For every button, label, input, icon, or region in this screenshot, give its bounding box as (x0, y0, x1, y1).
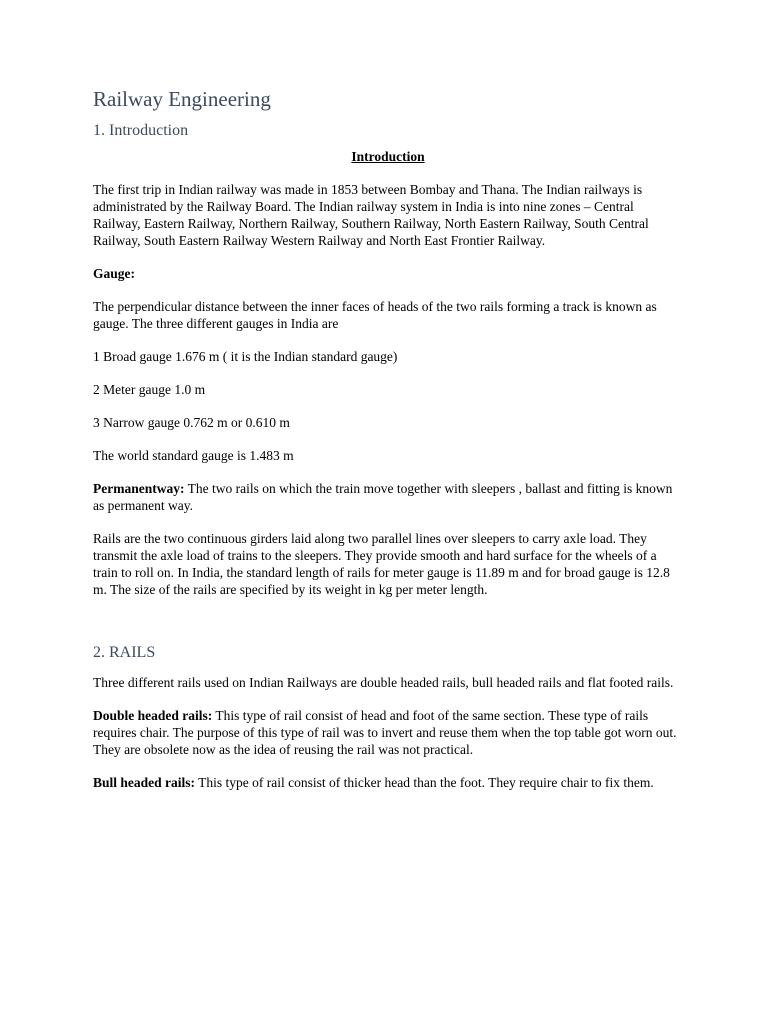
bull-headed-text: This type of rail consist of thicker head than the foot. They require chair to fix them. (195, 775, 654, 790)
rails-intro-paragraph: Three different rails used on Indian Railways are double headed rails, bull headed rails and flat footed rails. (93, 675, 674, 690)
double-headed-text: This type of rail consist of head and foot of the same section. These type of rails requires chair. The purpose of this type of rail was to invert and reuse them when the top table got worn out. They are obsolete now as the idea of reusing the rail was not practical. (93, 708, 677, 757)
intro-paragraph: The first trip in Indian railway was made in 1853 between Bombay and Thana. The Indian railways is administrated by the Railway Board. The Indian railway system in India is into nine zones – Central Railway, Eastern Railway, Northern Railway, Southern Railway, North Eastern Railway, South Central Railway, South Eastern Railway Western Railway and North East Frontier Railway. (93, 182, 649, 248)
gauge-label-paragraph (93, 265, 683, 282)
document-page (93, 84, 683, 791)
permanentway-paragraph (93, 480, 683, 514)
section-heading-introduction: 1. Introduction (93, 122, 189, 139)
double-headed-label: Double headed rails: (93, 708, 213, 723)
document-title: Railway Engineering (93, 87, 271, 111)
bull-headed-paragraph (93, 774, 683, 791)
double-headed-paragraph (93, 707, 683, 758)
gauge-item-broad: 1 Broad gauge 1.676 m ( it is the Indian standard gauge) (93, 349, 398, 364)
gauge-definition: The perpendicular distance between the inner faces of heads of the two rails forming a track is known as gauge. The three different gauges in India are (93, 299, 657, 331)
rails-paragraph: Rails are the two continuous girders laid along two parallel lines over sleepers to carry axle load. They transmit the axle load of trains to the sleepers. They provide smooth and hard surface for the wheels of a train to roll on. In India, the standard length of rails for meter gauge is 11.89 m and for broad gauge is 12.8 m. The size of the rails are specified by its weight in kg per meter length. (93, 531, 670, 597)
section-heading-rails: 2. RAILS (93, 644, 156, 661)
bull-headed-label: Bull headed rails: (93, 775, 196, 790)
permanentway-text: The two rails on which the train move together with sleepers , ballast and fitting is known as permanent way. (93, 481, 673, 513)
gauge-item-narrow: 3 Narrow gauge 0.762 m or 0.610 m (93, 415, 290, 430)
gauge-label: Gauge: (93, 266, 135, 281)
introduction-subheading: Introduction (351, 149, 425, 164)
permanentway-label: Permanentway: (93, 481, 185, 496)
world-standard-gauge: The world standard gauge is 1.483 m (93, 448, 294, 463)
gauge-item-meter: 2 Meter gauge 1.0 m (93, 382, 206, 397)
